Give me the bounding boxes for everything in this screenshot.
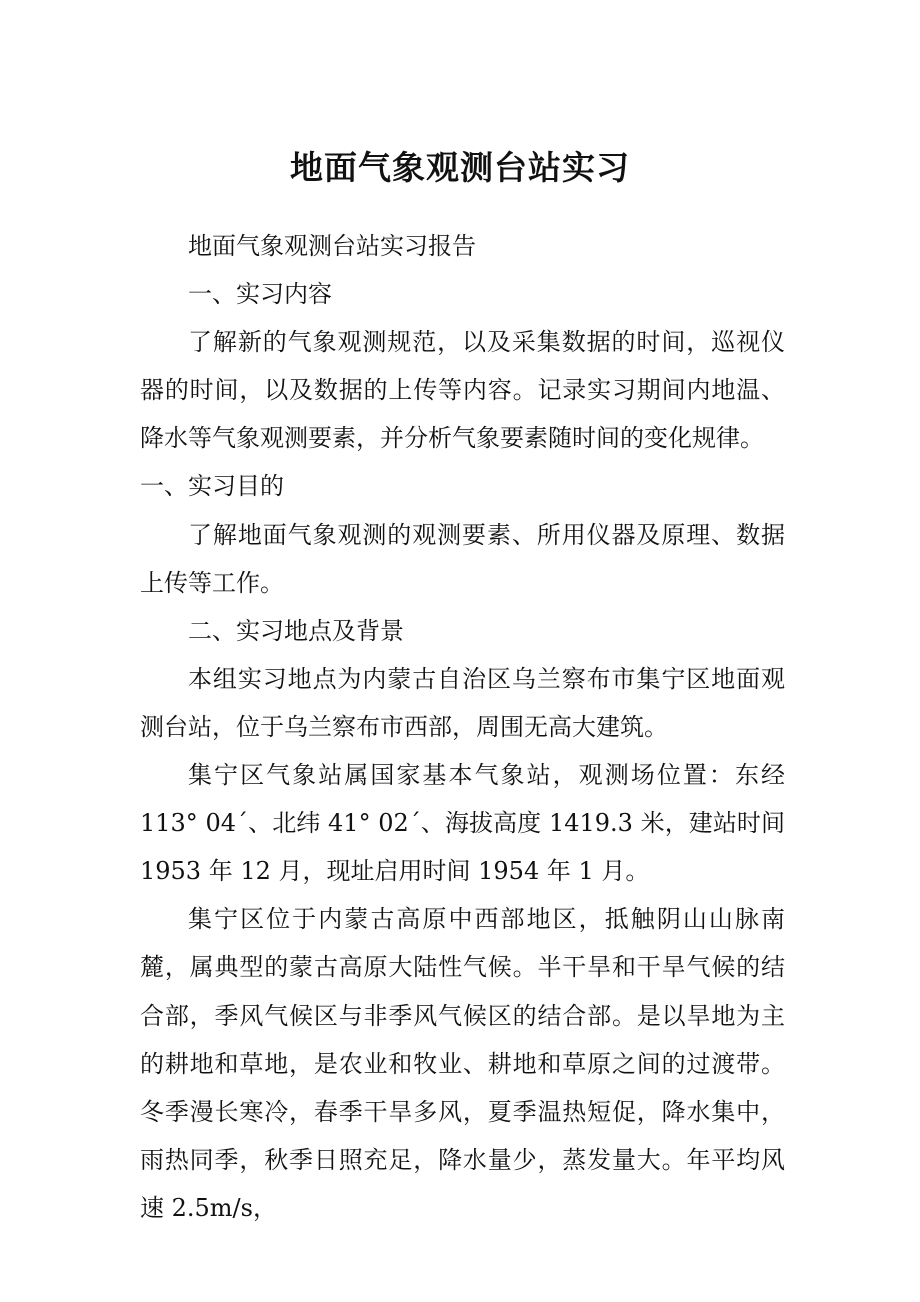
document-title: 地面气象观测台站实习 <box>290 148 630 187</box>
document-body <box>140 222 785 1232</box>
section-heading-purpose: 一、实习目的 <box>140 472 284 501</box>
paragraph-station: 集宁区气象站属国家基本气象站，观测场位置：东经 113° 04´、北纬 41° 02´、海拔高度 1419.3 米，建站时间 1953 年 12 月，现址启用时间 1954 年 1 月。 <box>140 761 785 886</box>
section-heading-content: 一、实习内容 <box>188 280 332 309</box>
paragraph-climate: 集宁区位于内蒙古高原中西部地区，抵触阴山山脉南麓，属典型的蒙古高原大陆性气候。半干旱和干旱气候的结合部，季风气候区与非季风气候区的结合部。是以旱地为主的耕地和草地，是农业和牧业、耕地和草原之间的过渡带。冬季漫长寒冷，春季干旱多风，夏季温热短促，降水集中，雨热同季，秋季日照充足，降水量少，蒸发量大。年平均风速 2.5m/s， <box>140 905 785 1222</box>
report-subtitle: 地面气象观测台站实习报告 <box>188 232 476 260</box>
paragraph-content: 了解新的气象观测规范，以及采集数据的时间，巡视仪器的时间，以及数据的上传等内容。记录实习期间内地温、降水等气象观测要素，并分析气象要素随时间的变化规律。 <box>140 328 785 453</box>
paragraph-location: 本组实习地点为内蒙古自治区乌兰察布市集宁区地面观测台站，位于乌兰察布市西部，周围无高大建筑。 <box>140 664 785 741</box>
paragraph-purpose: 了解地面气象观测的观测要素、所用仪器及原理、数据上传等工作。 <box>140 520 785 597</box>
section-heading-location: 二、实习地点及背景 <box>188 616 404 645</box>
